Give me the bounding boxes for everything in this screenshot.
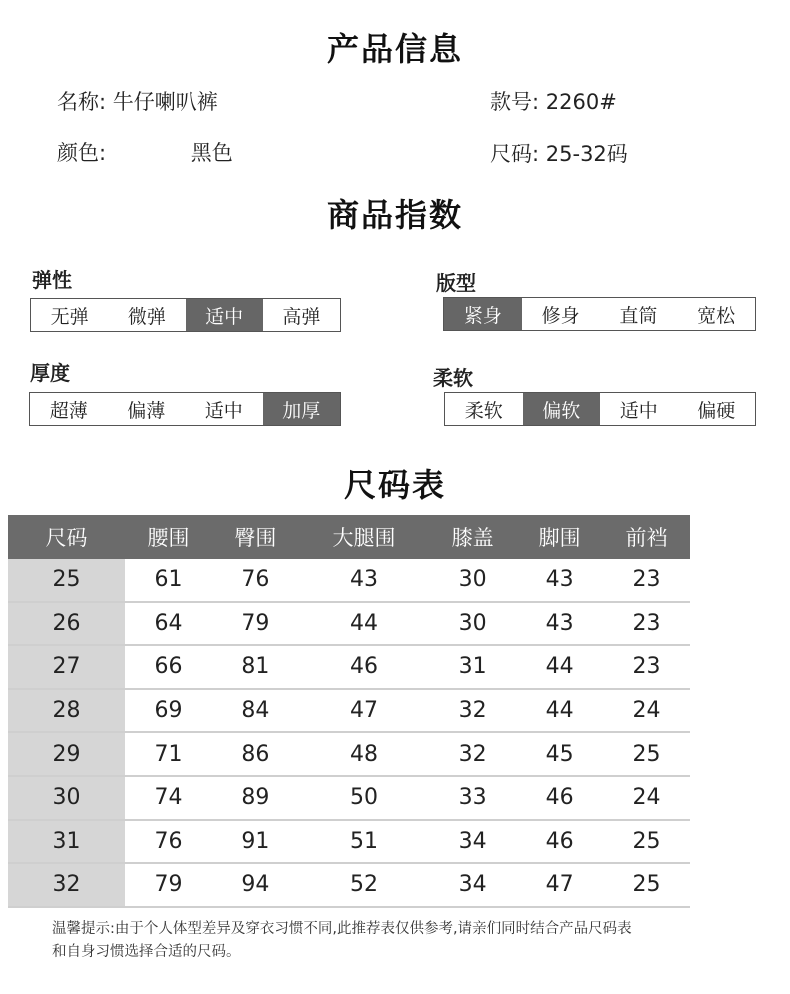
size-cell: 25 [8, 559, 125, 602]
size-note [52, 918, 752, 964]
header-cell: 脚围 [516, 515, 603, 559]
elasticity-option: 无弹 [50, 305, 89, 328]
header-cell: 前裆 [603, 515, 690, 559]
size-field [490, 138, 628, 168]
measure-cell: 69 [125, 689, 212, 733]
name-label: 名称: [57, 90, 107, 114]
style-label: 款号: [490, 90, 540, 114]
size-cell: 29 [8, 732, 125, 776]
measure-cell: 91 [212, 820, 299, 864]
measure-cell: 47 [516, 863, 603, 907]
size-cell: 32 [8, 863, 125, 907]
measure-cell: 46 [299, 645, 429, 689]
measure-cell: 71 [125, 732, 212, 776]
measure-cell: 76 [212, 559, 299, 602]
fit-option: 紧身 [444, 298, 522, 330]
size-cell: 28 [8, 689, 125, 733]
fit-option: 修身 [541, 304, 580, 327]
measure-cell: 34 [429, 863, 516, 907]
measure-cell: 66 [125, 645, 212, 689]
measure-cell: 32 [429, 689, 516, 733]
measure-cell: 30 [429, 559, 516, 602]
measure-cell: 44 [516, 689, 603, 733]
measure-cell: 25 [603, 863, 690, 907]
header-cell: 尺码 [8, 515, 125, 559]
measure-cell: 46 [516, 776, 603, 820]
softness-option: 偏软 [523, 393, 601, 425]
measure-cell: 64 [125, 602, 212, 646]
measure-cell: 89 [212, 776, 299, 820]
fit-label: 版型 [436, 271, 476, 295]
size-table-body [8, 559, 690, 907]
thickness-option: 适中 [204, 399, 243, 422]
measure-cell: 79 [125, 863, 212, 907]
softness-scale [444, 392, 756, 426]
fit-scale [443, 297, 756, 331]
measure-cell: 51 [299, 820, 429, 864]
measure-cell: 43 [516, 559, 603, 602]
measure-cell: 23 [603, 559, 690, 602]
table-row [8, 559, 690, 602]
measure-cell: 43 [299, 559, 429, 602]
measure-cell: 52 [299, 863, 429, 907]
style-field [490, 86, 617, 116]
measure-cell: 31 [429, 645, 516, 689]
table-row [8, 776, 690, 820]
fit-option: 直筒 [619, 304, 658, 327]
elasticity-scale [30, 298, 341, 332]
elasticity-option: 适中 [186, 299, 263, 331]
size-chart-title: 尺码表 [343, 466, 446, 504]
color-value: 黑色 [190, 141, 233, 165]
size-cell: 26 [8, 602, 125, 646]
thickness-option: 偏薄 [127, 399, 166, 422]
measure-cell: 76 [125, 820, 212, 864]
measure-cell: 79 [212, 602, 299, 646]
thickness-scale [29, 392, 341, 426]
thickness-option: 加厚 [263, 393, 341, 425]
size-value: 25-32码 [545, 142, 628, 166]
softness-label: 柔软 [433, 366, 473, 390]
size-cell: 27 [8, 645, 125, 689]
product-info-title: 产品信息 [326, 30, 463, 68]
indices-title: 商品指数 [326, 196, 463, 234]
size-table [8, 515, 690, 908]
softness-option: 偏硬 [697, 399, 736, 422]
elasticity-label: 弹性 [32, 268, 72, 292]
table-row [8, 602, 690, 646]
measure-cell: 74 [125, 776, 212, 820]
measure-cell: 46 [516, 820, 603, 864]
measure-cell: 61 [125, 559, 212, 602]
measure-cell: 50 [299, 776, 429, 820]
header-cell: 大腿围 [299, 515, 429, 559]
measure-cell: 43 [516, 602, 603, 646]
thickness-option: 超薄 [49, 399, 88, 422]
table-row [8, 689, 690, 733]
name-field [57, 86, 218, 116]
fit-option: 宽松 [697, 304, 736, 327]
measure-cell: 47 [299, 689, 429, 733]
size-cell: 30 [8, 776, 125, 820]
style-value: 2260# [545, 90, 617, 114]
thickness-label: 厚度 [30, 361, 70, 385]
header-cell: 臀围 [212, 515, 299, 559]
measure-cell: 24 [603, 689, 690, 733]
name-value: 牛仔喇叭裤 [112, 90, 218, 114]
measure-cell: 30 [429, 602, 516, 646]
header-cell: 腰围 [125, 515, 212, 559]
table-row [8, 732, 690, 776]
note-line-1: 温馨提示:由于个人体型差异及穿衣习惯不同,此推荐表仅供参考,请亲们同时结合产品尺码表 [52, 921, 632, 937]
measure-cell: 24 [603, 776, 690, 820]
measure-cell: 34 [429, 820, 516, 864]
measure-cell: 23 [603, 602, 690, 646]
header-cell: 膝盖 [429, 515, 516, 559]
measure-cell: 25 [603, 820, 690, 864]
table-row [8, 820, 690, 864]
measure-cell: 94 [212, 863, 299, 907]
measure-cell: 86 [212, 732, 299, 776]
size-cell: 31 [8, 820, 125, 864]
measure-cell: 44 [299, 602, 429, 646]
measure-cell: 44 [516, 645, 603, 689]
measure-cell: 48 [299, 732, 429, 776]
measure-cell: 84 [212, 689, 299, 733]
measure-cell: 81 [212, 645, 299, 689]
color-label: 颜色: [57, 141, 107, 165]
measure-cell: 23 [603, 645, 690, 689]
measure-cell: 32 [429, 732, 516, 776]
measure-cell: 45 [516, 732, 603, 776]
softness-option: 柔软 [464, 399, 503, 422]
size-table-header-row [8, 515, 690, 559]
elasticity-option: 微弹 [127, 305, 166, 328]
elasticity-option: 高弹 [282, 305, 321, 328]
measure-cell: 33 [429, 776, 516, 820]
measure-cell: 25 [603, 732, 690, 776]
table-row [8, 645, 690, 689]
table-row [8, 863, 690, 907]
color-field [57, 137, 233, 167]
size-label: 尺码: [490, 142, 540, 166]
note-line-2: 和自身习惯选择合适的尺码。 [52, 944, 241, 960]
softness-option: 适中 [619, 399, 658, 422]
